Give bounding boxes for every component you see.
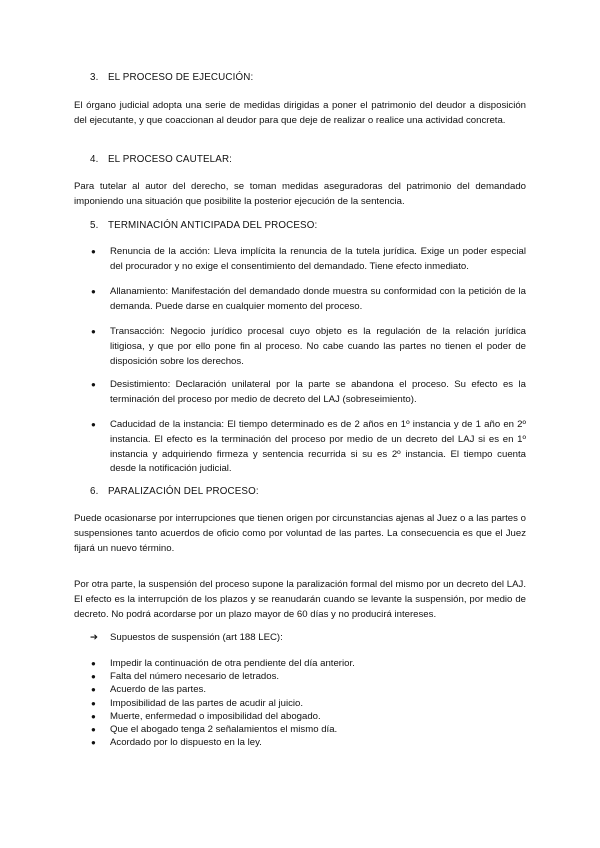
- bullet-icon: ●: [91, 685, 96, 695]
- bullet-icon: ●: [91, 247, 96, 256]
- list-item-text: Acuerdo de las partes.: [110, 684, 206, 696]
- paragraph-paralizacion: Puede ocasionarse por interrupciones que tienen origen por circunstancias ajenas al Juez o a las partes o suspensiones tanto acuerdos de oficio como por voluntad de las partes. La consecuencia es que el Juez fijará un nuevo término.: [74, 513, 526, 554]
- list-item-text: Que el abogado tenga 2 señalamientos el mismo día.: [110, 724, 338, 736]
- list-item-text: Allanamiento: Manifestación del demandado donde muestra su conformidad con la petición de la demanda. Puede darse en cualquier momento del proceso.: [110, 286, 526, 312]
- terminacion-list: [90, 285, 526, 315]
- arrow-right-icon: ➔: [90, 632, 99, 643]
- list-item: [90, 670, 526, 683]
- list-item-text: Impedir la continuación de otra pendiente del día anterior.: [110, 658, 355, 669]
- section-title: TERMINACIÓN ANTICIPADA DEL PROCESO:: [108, 220, 318, 231]
- section-number: 5.: [90, 220, 99, 231]
- list-item: [90, 245, 526, 275]
- bullet-icon: ●: [91, 672, 96, 682]
- bullet-icon: ●: [91, 659, 96, 668]
- bullet-icon: ●: [91, 380, 96, 389]
- section-number: 6.: [90, 486, 99, 497]
- list-item: [90, 657, 526, 670]
- terminacion-list: [90, 378, 526, 408]
- list-item: [90, 710, 526, 723]
- list-item-text: Renuncia de la acción: Lleva implícita la renuncia de la tutela jurídica. Exige un poder especial del procurador y no exige el consentimiento del demandado. Tiene efecto inmediato.: [110, 246, 526, 272]
- list-item: [90, 683, 526, 696]
- bullet-icon: ●: [91, 711, 96, 721]
- list-item-text: Imposibilidad de las partes de acudir al juicio.: [110, 697, 304, 709]
- list-item-text: Falta del número necesario de letrados.: [110, 671, 280, 683]
- bullet-icon: ●: [91, 698, 96, 708]
- supuestos-list: [90, 657, 526, 749]
- bullet-icon: ●: [91, 420, 96, 429]
- list-item: [90, 736, 526, 749]
- paragraph-suspension: Por otra parte, la suspensión del proceso supone la paralización formal del mismo por un decreto del LAJ. El efecto es la interrupción de los plazos y se reanudarán cuando se levante la suspensión, por medio de decreto. No podrá acordarse por un plazo mayor de 60 días y no producirá intereses.: [74, 579, 526, 620]
- terminacion-list: [90, 245, 526, 275]
- bullet-icon: ●: [91, 725, 96, 735]
- terminacion-list: [90, 325, 526, 369]
- terminacion-list: [90, 418, 526, 477]
- supuestos-heading-text: Supuestos de suspensión (art 188 LEC):: [110, 632, 283, 643]
- section-title: EL PROCESO DE EJECUCIÓN:: [108, 72, 254, 83]
- section-heading-terminacion: [90, 220, 317, 231]
- section-title: PARALIZACIÓN DEL PROCESO:: [108, 486, 259, 497]
- supuestos-heading: [90, 632, 283, 643]
- section-heading-ejecucion: [90, 72, 253, 83]
- list-item: [90, 325, 526, 369]
- bullet-icon: ●: [91, 287, 96, 296]
- list-item-text: Acordado por lo dispuesto en la ley.: [110, 737, 262, 749]
- list-item: [90, 378, 526, 408]
- section-number: 4.: [90, 154, 99, 165]
- section-title: EL PROCESO CAUTELAR:: [108, 154, 233, 165]
- list-item: [90, 697, 526, 710]
- list-item-text: Desistimiento: Declaración unilateral por la parte se abandona el proceso. Su efecto es la terminación del proceso por medio de decreto del LAJ (sobreseimiento).: [110, 379, 526, 405]
- section-heading-cautelar: [90, 154, 232, 165]
- section-number: 3.: [90, 72, 99, 83]
- bullet-icon: ●: [91, 738, 96, 748]
- list-item-text: Caducidad de la instancia: El tiempo determinado es de 2 años en 1º instancia y de 1 año en 2º instancia. El efecto es la terminación del proceso por medio de un decreto del LAJ si es en 1º instancia y adquiriendo firmeza y sentencia recurrida si su es 2º instancia. El tiempo cuenta desde la notificación judicial.: [110, 419, 526, 475]
- list-item-text: Transacción: Negocio jurídico procesal cuyo objeto es la regulación de la relación jurídica litigiosa, y que por ello pone fin al proceso. No cabe cuando las partes no tienen el poder de disposición sobre los derechos.: [110, 326, 526, 367]
- list-item: [90, 418, 526, 477]
- paragraph-ejecucion: El órgano judicial adopta una serie de medidas dirigidas a poner el patrimonio del deudor a disposición del ejecutante, y que coaccionan al deudor para que deje de realizar o realice una actividad concreta.: [74, 100, 526, 126]
- list-item: [90, 723, 526, 736]
- list-item: [90, 285, 526, 315]
- bullet-icon: ●: [91, 327, 96, 336]
- section-heading-paralizacion: [90, 486, 259, 497]
- list-item-text: Muerte, enfermedad o imposibilidad del abogado.: [110, 710, 321, 722]
- paragraph-cautelar: Para tutelar al autor del derecho, se toman medidas aseguradoras del patrimonio del demandado imponiendo una situación que posibilite la posterior ejecución de la sentencia.: [74, 181, 526, 207]
